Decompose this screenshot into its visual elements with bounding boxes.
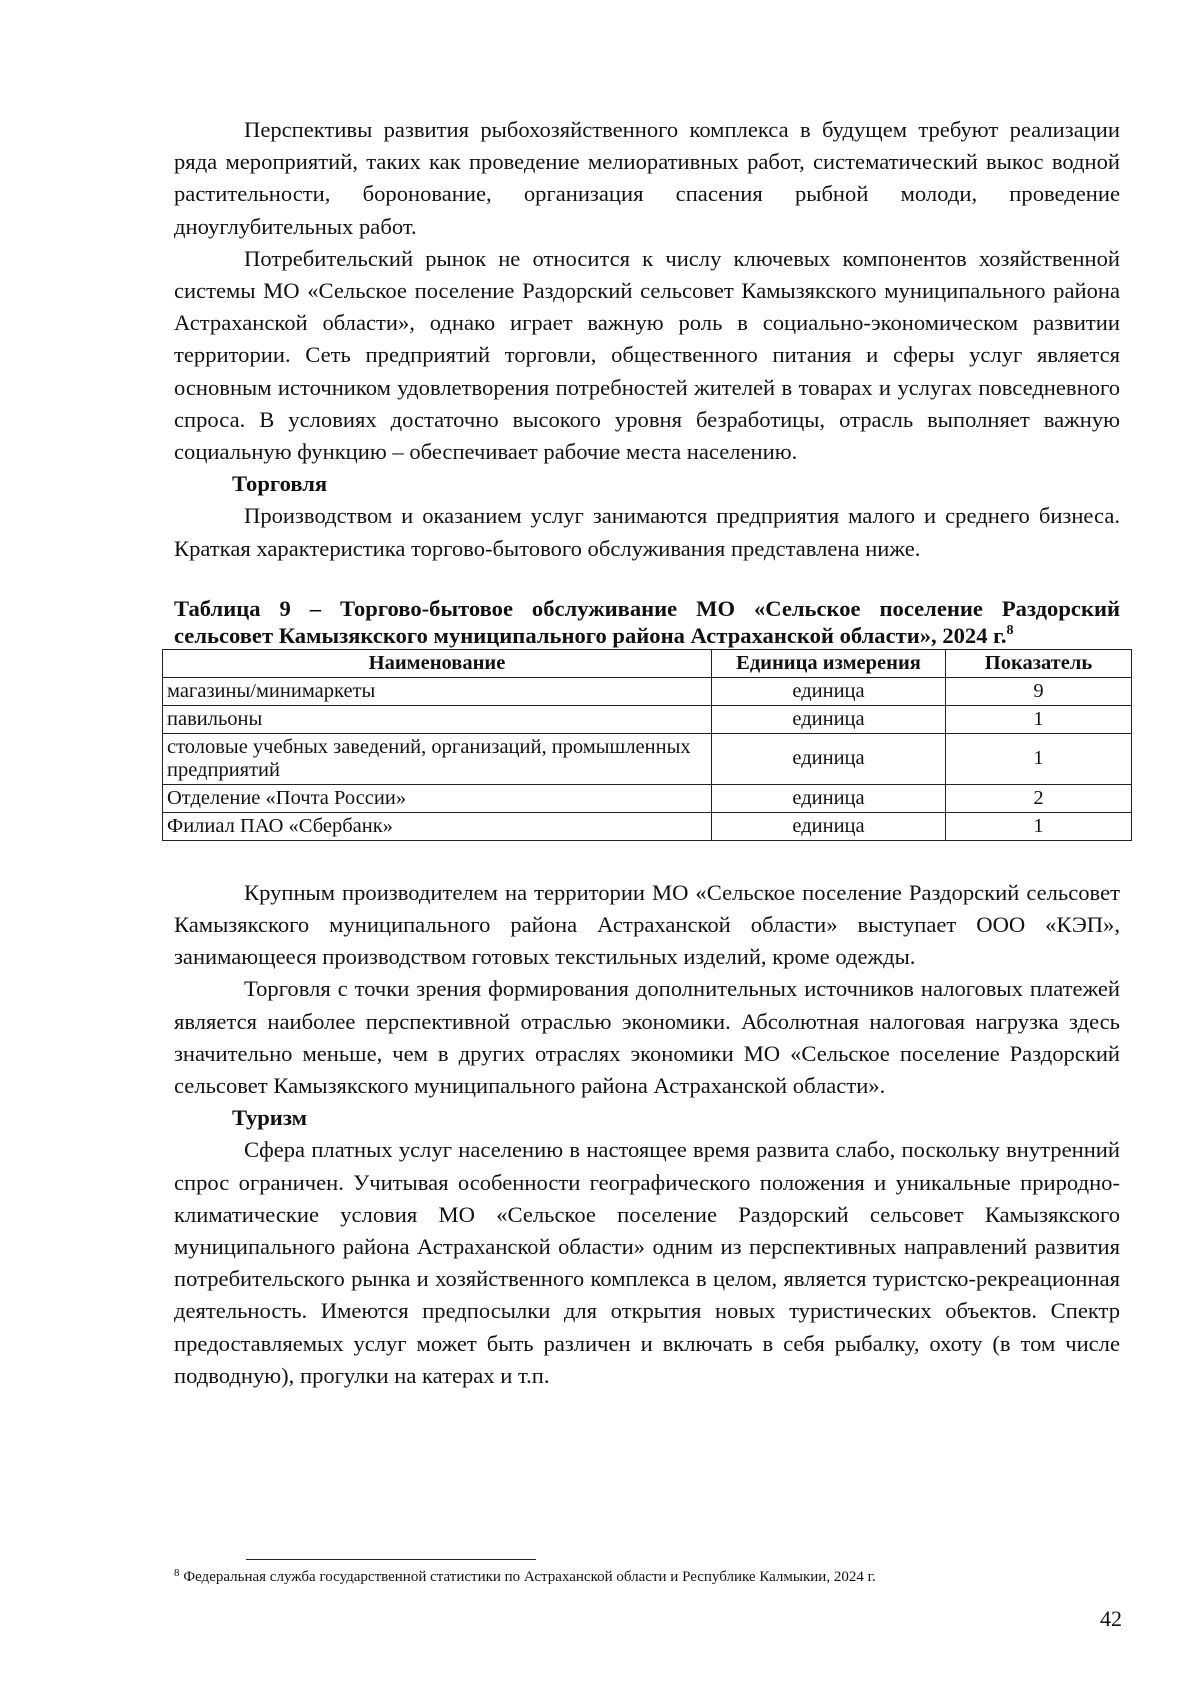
- trade-services-table: [162, 649, 1132, 841]
- page-content: [167, 114, 1120, 1392]
- table-row: [163, 812, 1132, 840]
- cell-unit: единица: [712, 784, 946, 812]
- footnote-mark: 8: [174, 1567, 180, 1579]
- cell-value: 2: [946, 784, 1132, 812]
- footnote-separator: [246, 1559, 536, 1560]
- footnote-text: Федеральная служба государственной статистики по Астраханской области и Республике Калмыкии, 2024 г.: [179, 1569, 876, 1585]
- cell-name: магазины/минимаркеты: [163, 677, 712, 705]
- table-row: [163, 784, 1132, 812]
- paragraph-tourism: Сфера платных услуг населению в настоящее время развита слабо, поскольку внутренний спрос ограничен. Учитывая особенности географического положения и уникальные природно-климатические условия МО «Сельское поселение Раздорский сельсовет Камызякского муниципального района Астраханской области» одним из перспективных направлений развития потребительского рынка и хозяйственного комплекса в целом, является туристско-рекреационная деятельность. Имеются предпосылки для открытия новых туристических объектов. Спектр предоставляемых услуг может быть различен и включать в себя рыбалку, охоту (в том числе подводную), прогулки на катерах и т.п.: [174, 1137, 1120, 1388]
- paragraph-tax: Торговля с точки зрения формирования дополнительных источников налоговых платежей является наиболее перспективной отраслью экономики. Абсолютная налоговая нагрузка здесь значительно меньше, чем в других отраслях экономики МО «Сельское поселение Раздорский сельсовет Камызякского муниципального района Астраханской области».: [174, 976, 1120, 1099]
- table-caption-line1: Таблица 9 – Торгово-бытовое обслуживание МО «Сельское поселение Раздорский: [174, 595, 1120, 621]
- paragraph-producer: Крупным производителем на территории МО «Сельское поселение Раздорский сельсовет Камызякского муниципального района Астраханской области» выступает ООО «КЭП», занимающееся производством готовых текстильных изделий, кроме одежды.: [174, 879, 1120, 970]
- cell-name: павильоны: [163, 705, 712, 733]
- cell-value: 1: [946, 705, 1132, 733]
- heading-trade: Торговля: [232, 471, 328, 497]
- paragraph-fishery: Перспективы развития рыбохозяйственного комплекса в будущем требуют реализации ряда мероприятий, таких как проведение мелиоративных работ, систематический выкос водной растительности, боронование, организация спасения рыбной молоди, проведение дноуглубительных работ.: [174, 117, 1120, 239]
- header-unit: Единица измерения: [712, 649, 946, 677]
- table-caption-line2: [174, 622, 1120, 649]
- spacer: [174, 565, 1120, 595]
- header-value: Показатель: [946, 649, 1132, 677]
- cell-unit: единица: [712, 812, 946, 840]
- cell-name: Отделение «Почта России»: [163, 784, 712, 812]
- cell-name: Филиал ПАО «Сбербанк»: [163, 812, 712, 840]
- cell-unit: единица: [712, 677, 946, 705]
- heading-tourism: Туризм: [232, 1105, 307, 1131]
- table-row: [163, 733, 1132, 784]
- table-caption-text: сельсовет Камызякского муниципального района Астраханской области», 2024 г.: [174, 622, 1007, 648]
- cell-value: 1: [946, 812, 1132, 840]
- page-number: 42: [1100, 1606, 1122, 1631]
- cell-value: 9: [946, 677, 1132, 705]
- cell-unit: единица: [712, 733, 946, 784]
- cell-name: столовые учебных заведений, организаций, промышленных предприятий: [163, 733, 712, 784]
- cell-value: 1: [946, 733, 1132, 784]
- table-header-row: [163, 649, 1132, 677]
- table-row: [163, 677, 1132, 705]
- paragraph-consumer-market: Потребительский рынок не относится к числу ключевых компонентов хозяйственной системы МО «Сельское поселение Раздорский сельсовет Камызякского муниципального района Астраханской области», однако играет важную роль в социально-экономическом развитии территории. Сеть предприятий торговли, общественного питания и сферы услуг является основным источником удовлетворения потребностей жителей в товарах и услугах повседневного спроса. В условиях достаточно высокого уровня безработицы, отрасль выполняет важную социальную функцию – обеспечивает рабочие места населению.: [174, 245, 1120, 465]
- footnote: [174, 1567, 1120, 1587]
- spacer: [174, 841, 1120, 877]
- footnote-reference[interactable]: 8: [1006, 622, 1014, 638]
- header-name: Наименование: [163, 649, 712, 677]
- paragraph-trade: Производством и оказанием услуг занимаются предприятия малого и среднего бизнеса. Краткая характеристика торгово-бытового обслуживания представлена ниже.: [174, 503, 1120, 561]
- cell-unit: единица: [712, 705, 946, 733]
- table-row: [163, 705, 1132, 733]
